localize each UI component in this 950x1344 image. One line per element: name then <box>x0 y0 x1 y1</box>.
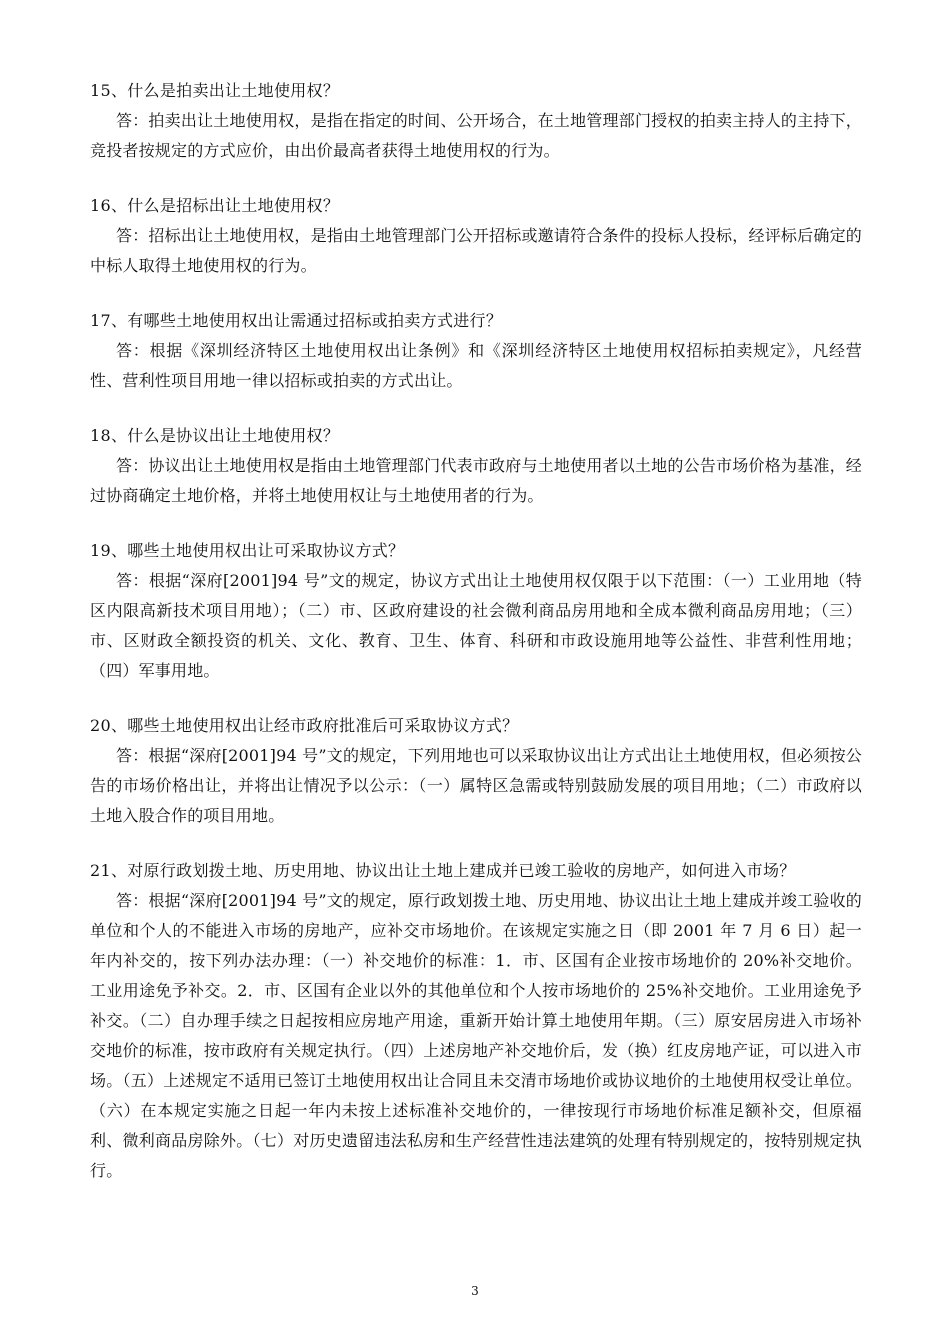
qa-item-16 <box>90 191 862 281</box>
answer-20: 答：根据“深府[2001]94 号”文的规定，下列用地也可以采取协议出让方式出让土地使用权，但必须按公告的市场价格出让，并将出让情况予以公示：（一）属特区急需或特别鼓励发展的项目用地；（二）市政府以土地入股合作的项目用地。 <box>90 746 862 825</box>
question-19: 19、哪些土地使用权出让可采取协议方式？ <box>90 541 405 560</box>
qa-item-18 <box>90 421 862 511</box>
question-17: 17、有哪些土地使用权出让需通过招标或拍卖方式进行？ <box>90 311 503 330</box>
document-page <box>90 76 862 1211</box>
answer-19: 答：根据“深府[2001]94 号”文的规定，协议方式出让土地使用权仅限于以下范围：（一）工业用地（特区内限高新技术项目用地）；（二）市、区政府建设的社会微利商品房用地和全成本微利商品房用地；（三）市、区财政全额投资的机关、文化、教育、卫生、体育、科研和市政设施用地等公益性、非营利性用地；（四）军事用地。 <box>90 571 862 680</box>
answer-18: 答：协议出让土地使用权是指由土地管理部门代表市政府与土地使用者以土地的公告市场价格为基准，经过协商确定土地价格，并将土地使用权让与土地使用者的行为。 <box>90 456 862 505</box>
answer-15: 答：拍卖出让土地使用权，是指在指定的时间、公开场合，在土地管理部门授权的拍卖主持人的主持下，竞投者按规定的方式应价，由出价最高者获得土地使用权的行为。 <box>90 111 862 160</box>
question-16: 16、什么是招标出让土地使用权？ <box>90 196 340 215</box>
qa-item-20 <box>90 711 862 831</box>
question-18: 18、什么是协议出让土地使用权？ <box>90 426 340 445</box>
answer-21: 答：根据“深府[2001]94 号”文的规定，原行政划拨土地、历史用地、协议出让土地上建成并竣工验收的单位和个人的不能进入市场的房地产，应补交市场地价。在该规定实施之日（即 2001 年 7 月 6 日）起一年内补交的，按下列办法办理：（一）补交地价的标准：1．市、区国有企业按市场地价的 20%补交地价。工业用途免予补交。2．市、区国有企业以外的其他单位和个人按市场地价的 25%补交地价。工业用途免予补交。（二）自办理手续之日起按相应房地产用途，重新开始计算土地使用年期。（三）原安居房进入市场补交地价的标准，按市政府有关规定执行。（四）上述房地产补交地价后，发（换）红皮房地产证，可以进入市场。（五）上述规定不适用已签订土地使用权出让合同且未交清市场地价或协议地价的土地使用权受让单位。（六）在本规定实施之日起一年内未按上述标准补交地价的，一律按现行市场地价标准足额补交，但原福利、微利商品房除外。（七）对历史遗留违法私房和生产经营性违法建筑的处理有特别规定的，按特别规定执行。 <box>90 891 862 1180</box>
qa-item-19 <box>90 536 862 686</box>
question-21: 21、对原行政划拨土地、历史用地、协议出让土地上建成并已竣工验收的房地产，如何进入市场？ <box>90 861 796 880</box>
answer-16: 答：招标出让土地使用权，是指由土地管理部门公开招标或邀请符合条件的投标人投标，经评标后确定的中标人取得土地使用权的行为。 <box>90 226 862 275</box>
question-20: 20、哪些土地使用权出让经市政府批准后可采取协议方式？ <box>90 716 519 735</box>
qa-item-17 <box>90 306 862 396</box>
qa-item-21 <box>90 856 862 1186</box>
answer-17: 答：根据《深圳经济特区土地使用权出让条例》和《深圳经济特区土地使用权招标拍卖规定》，凡经营性、营利性项目用地一律以招标或拍卖的方式出让。 <box>90 341 862 390</box>
qa-item-15 <box>90 76 862 166</box>
page-number: 3 <box>471 1284 479 1298</box>
question-15: 15、什么是拍卖出让土地使用权？ <box>90 81 340 100</box>
